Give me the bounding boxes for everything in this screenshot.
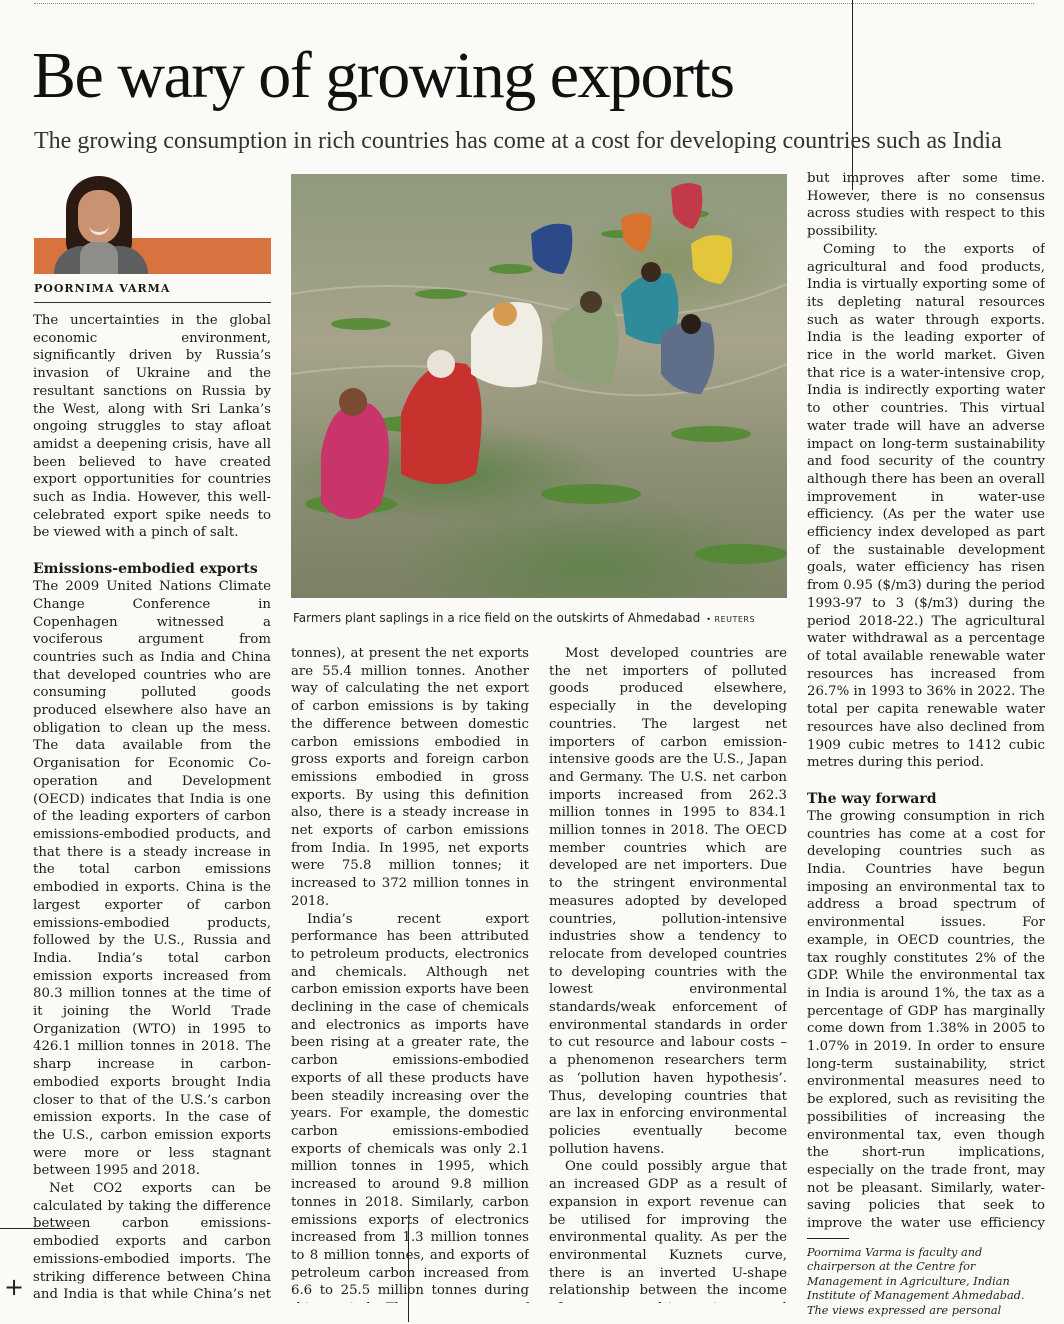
top-dotted-rule xyxy=(34,3,1034,4)
section-heading: Emissions-embodied exports xyxy=(33,561,258,578)
body-paragraph: The growing consumption in rich countries has come at a cost for developing countries such as India. Countries have begun imposing an environmental tax to address a broad spectrum of environmental issues. For example, in OECD countries, the tax roughly constitutes 2% of the GDP. While the environmental tax in India is around 1%, the tax as a percentage of GDP has marginally come down from 1.38% in 2005 to 1.07% in 2019. In order to ensure long-term sustainability, strict environmental measures need to be explored, such as revisiting the possibilities of increasing the environmental tax, even though the short-run implications, especially on the trade front, may not be pleasant. Similarly, water-saving policies that seek to improve the water use efficiency xyxy=(807,808,1045,1232)
author-footnote: Poornima Varma is faculty and chairperson at the Centre for Management in Agriculture, Indian Institute of Management Ahmedabad. The views expressed are personal xyxy=(807,1246,1025,1317)
body-paragraph: tonnes), at present the net exports are 55.4 million tonnes. Another way of calculating the net export of carbon emissions is by taking the difference between domestic carbon emissions embodied in gross exports and foreign carbon emissions embodied in gross exports. By using this definition also, there is a steady increase in net exports of carbon emissions from India. In 1995, net exports were 75.8 million tonnes; it increased to 372 million tonnes in 2018. xyxy=(291,646,529,909)
body-paragraph: One could possibly argue that an increased GDP as a result of expansion in export revenue can be utilised for improving the environmental quality. As per the environmental Kuznets curve, there is an inverted U-shape relationship between the income xyxy=(549,1159,787,1299)
headline: Be wary of growing exports xyxy=(32,39,734,112)
intro-paragraph: The uncertainties in the global economic environment, significantly driven by Russia’s invasion of Ukraine and the resultant sanctions on Russia by the West, along with Sri Lanka’s ongoing struggles to stay afloat amidst a deepening crisis, have all been believed to have created export opportunities for countries such as India. However, this well-celebrated export spike needs to be viewed with a pinch of salt. xyxy=(33,313,271,541)
body-paragraph: but improves after some time. However, there is no consensus across studies with respect to this possibility. xyxy=(807,171,1045,240)
registration-mark-icon: + xyxy=(4,1273,25,1301)
body-paragraph: Coming to the exports of agricultural and food products, India is virtually exporting some of its depleting natural resources such as water through exports. India is the leading exporter of rice in the world market. Given that rice is a water-intensive crop, India is indirectly exporting water to other countries. This virtual water trade will have an adverse impact on long-term sustainability and food security of the country although there has been an overall improvement in water-use efficiency. (As per the water use efficiency index developed as part of the sustainable development goals, water efficiency has risen from 0.95 ($/m3) during the period 1993-97 to 3 ($/m3) during the period 2018-22.) The agricultural water withdrawal as a percentage of total available renewable water resources has increased from 26.7% in 1993 to 36% in 2022. The total per capita renewable water resources have also declined from 1909 cubic metres to 1412 cubic metres during this period. xyxy=(807,241,1045,771)
author-portrait xyxy=(34,172,271,274)
subheadline: The growing consumption in rich countries has come at a cost for developing countries such as India xyxy=(34,128,1002,154)
column-1 xyxy=(33,312,271,1303)
crop-mark xyxy=(852,0,853,190)
author-byline: POORNIMA VARMA xyxy=(34,282,271,303)
photo-credit: • REUTERS xyxy=(706,615,756,624)
column-2 xyxy=(291,645,529,1303)
column-3 xyxy=(549,645,787,1303)
news-photo xyxy=(291,174,787,598)
column-4 xyxy=(807,170,1045,1232)
body-paragraph: Most developed countries are the net importers of polluted goods produced elsewhere, especially in the developing countries. The largest net importers of carbon emission-intensive goods are the U.S., Japan and Germany. The U.S. net carbon imports increased from 262.3 million tonnes in 1995 to 834.1 million tonnes in 2018. The OECD member countries which are developed are net importers. Due to the stringent environmental measures adopted by developed countries, pollution-intensive industries show a tendency to relocate from developed countries to developing countries with the lowest environmental standards/weak enforcement of environmental standards in order to cut resource and labour costs – a phenomenon researchers term as ‘pollution haven hypothesis’. Thus, developing countries that are lax in enforcing environmental policies eventually become pollution havens. xyxy=(549,646,787,1157)
photo-caption: Farmers plant saplings in a rice field on the outskirts of Ahmedabad • REUTERS xyxy=(293,611,756,625)
section-heading: The way forward xyxy=(807,790,937,807)
body-paragraph: Net CO2 exports can be calculated by taking the difference between carbon emissions-embodied exports and carbon emissions-embodied imports. The striking difference between China and India is that while China’s net xyxy=(33,1181,271,1303)
body-paragraph: The 2009 United Nations Climate Change Conference in Copenhagen witnessed a vociferous argument from countries such as India and China that developed countries who are consuming polluted goods produced elsewhere also have an obligation to clean up the mess. The data available from the Organisation for Economic Co-operation and Development (OECD) indicates that India is one of the leading exporters of carbon emissions-embodied products, and that there is a steady increase in the total carbon emissions embodied in exports. China is the largest exporter of carbon emissions-embodied products, followed by the U.S., Russia and India. India’s total carbon emission exports increased from 80.3 million tonnes at the time of it joining the World Trade Organization (WTO) in 1995 to 426.1 million tonnes in 2018. The sharp increase in carbon-embodied exports brought India closer to that of the U.S.’s carbon emission exports. In the case of the U.S., carbon emission exports were more or less stagnant between 1995 and 2018. xyxy=(33,579,271,1179)
body-paragraph: India’s recent export performance has been attributed to petroleum products, electronics and chemicals. Although net carbon emission exports have been declining in the case of chemicals and electronics as imports have been rising at a greater rate, the carbon emissions-embodied exports of all these products have been steadily increasing over the years. For example, the domestic carbon emissions-embodied exports of chemicals was only 2.1 million tonnes in 1995, which increased to around 9.8 million tonnes in 2018. Similarly, carbon emissions exports of electronics increased from 1.3 million tonnes to 8 million tonnes, and exports of petroleum carbon increased from 6.6 to 25.5 million tonnes during xyxy=(291,911,529,1299)
footnote-rule xyxy=(807,1238,849,1239)
